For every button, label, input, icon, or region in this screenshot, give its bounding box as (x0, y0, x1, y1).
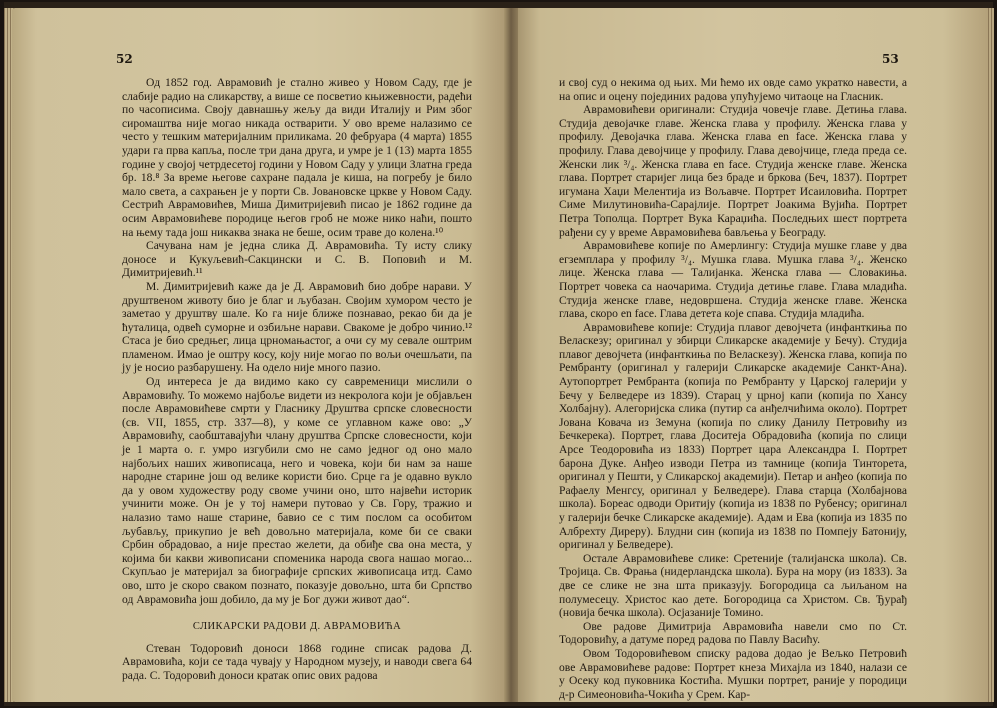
left-page-text (122, 76, 472, 683)
paragraph: Аврамовићеве копије: Студија плавог девојчета (инфанткиња по Веласкезу; оригинал у збирци Сликарске академије у Бечу). Студија плавог девојчета (инфанткиња по Веласкезу). Женска глава, копија по Рембранту (оригинал у галерији Сликарске академије Санкт-Ана). Аутопортрет Рембранта (копија по Рембранту у Царској галерији у Бечу у Белведере из 1839). Старац у црној капи (копија по Хансу Холбајну). Алегоријска слика (путир са анђелчићима около). Портрет Јована Ковача из Земуна (копија по слику Данилу Петровићу из Бечкерека). Портрет, глава Доситеја Обрадовића (копија по слици Арсе Теодоровића из 1833) Портрет цара Александра I. Портрет барона Дуке. Анђео изводи Петра из тамнице (копија Тинторета, оригинал у Пешти, у Сликарској академији). Петар и анђео (копија по Рафаелу Менгсу, оригинал у Белведере). Глава старца (Холбајнова школа). Бореас одводи Оритију (копија из 1838 по Рубенсу; оригинал у галерији бечке Сликарске академије). Адам и Ева (копија из 1835 по Албрехту Диреру). Блудни син (копија из 1838 по Помпеју Батонију, оригинал у Белведере). (559, 320, 907, 552)
paragraph: Остале Аврамовићеве слике: Сретеније (талијанска школа). Св. Тројица. Св. Фрања (нидерландска школа). Бура на мору (из 1833). За две се слике не зна шта приказују. Богородица са љиљаном на полумесецу. Христос као дете. Богородица са Христом. Св. Ђурађ (новија бечка школа). Осјазаније Томино. (559, 551, 907, 620)
paragraph: Од 1852 год. Аврамовић је стално живео у Новом Саду, где је слабије радио на сликарству, а више се посветио књижевности, радећи по часописима. Своју давнашњу жељу да види Италију и Рим због сиромаштва није могао никада остварити. У ово време налазимо се често у тешким материјалним приликама. 20 фебруара (4 марта) 1855 удари га прва капља, после три дана друга, и умре је 1 (13) марта 1855 године у својој четрдесетој години у Новом Саду у улици Златна греда бр. 18.⁸ За време његове сахране падала је киша, на погребу је било мало света, а сахрањен је у порти Св. Јовановске цркве у Новом Саду. Сестрић Аврамовићев, Миша Димитријевић писао је 1862 године да осим Аврамовићеве породице његов гроб не може нико наћи, пошто на њему тада још никаква знака не беше, осим траве до колена.¹⁰ (122, 76, 472, 239)
book-gutter (504, 8, 518, 702)
paragraph: М. Димитријевић каже да је Д. Аврамовић био добре нарави. У друштвеном животу био је благ и љубазан. Својим хумором често је заметао у друштву шале. Ко га није ближе познавао, рекао би да је ћуталица, одвећ суморне и озбиљне нарави. Свакоме је добро чинио.¹² Стаса је био средњег, лица црномањастог, а очи су му севале оштрим пламеном. Имао је оштру косу, коју није могао по вољи очешљати, па ју је носио разбарушену. На одело није много пазио. (122, 279, 472, 375)
paragraph: и свој суд о некима од њих. Ми ћемо их овде само укратко навести, а на опис и оцену појединих радова упућујемо читаоце на Гласник. (559, 76, 907, 103)
paragraph: Аврамовићеви оригинали: Студија човечје главе. Детиња глава. Студија девојачке главе. Женска глава у профилу. Женска глава у профилу. Девојачка глава. Женска глава en face. Женска глава у профилу. Глава девојчице у профилу. Глава девојчице, гледа преда се. Женски лик ³/₄. Женска глава en face. Студија женске главе. Женска глава. Портрет старијег лица без браде и бркова (Беч, 1837). Портрет игумана Хаџи Мелентија из Вољавче. Портрет Исаиловића. Портрет Симе Милутиновића-Сарајлије. Портрет Јоакима Вујића. Портрет Петра Тополца. Портрет Вука Караџића. Последњих шест портрета рађени су у време Аврамовићева бављења у Београду. (559, 103, 907, 239)
right-page-number: 53 (882, 52, 899, 66)
paragraph: Од интереса је да видимо како су савременици мислили о Аврамовићу. То можемо најбоље видети из некролога који је објављен после Аврамовићеве смрти у Гласнику Друштва српске словесности (св. VII, 1855, стр. 337—8), у коме се углавном каже ово: „У Аврамовићу, саобштавајући члану друштва Српске словесности, који је 1 марта о. г. умро изгубили смо не само једног од оно мало најбољих наших живописаца, него и човека, који би нам за наше народне старине још од велике користи био. Срце га је одавно вукло да у овом художеству роду своме учини оно, што највећи историк учинити може. Он је у тој намери путовао у Св. Гору, тражио и налазио тамо наше старине, бавио се с тим послом са особитом љубављу, прикупио је већ довољно материјала, коме би се сваки Србин обрадовао, а није престао желети, да обиђе сва она места, у којима би какви живописани споменика народа свога нашао могао... Скупљао је материјал за биографије српских живописаца итд. Само ово, што је скоро сваком познато, показује довољно, шта би Српство од Аврамовића још добило, да му је Бог дужи живот дао“. (122, 375, 472, 606)
page-stack-right (988, 8, 994, 702)
section-heading: СЛИКАРСКИ РАДОВИ Д. АВРАМОВИЋА (192, 621, 402, 633)
paragraph: Ове радове Димитрија Аврамовића навели смо по Ст. Тодоровићу, а датуме поред радова по Павлу Васићу. (559, 619, 907, 647)
paragraph: Стеван Тодоровић доноси 1868 године списак радова Д. Аврамовића, који се тада чувају у Народном музеју, и наводи свега 64 рада. С. Тодоровић доноси кратак опис ових радова (122, 641, 472, 682)
paragraph: Аврамовићеве копије по Амерлингу: Студија мушке главе у два егземплара у профилу ³/₄. Мушка глава. Мушка глава ³/₄. Женско лице. Женска глава — Талијанка. Женска глава — Словакиња. Портрет човека са наочарима. Студија детиње главе. Глава младића. Студија женске главе, недовршена. Студија женске главе. Женска глава, скоро en face. Глава детета које спава. Студија младића. (559, 239, 907, 321)
paragraph: Овом Тодоровићевом списку радова додао је Вељко Петровић ове Аврамовићеве радове: Портрет кнеза Михајла из 1840, налази се у Осеку код пуковника Костића. Мушки портрет, раније у породици д-р Симеоновића-Чокића у Срем. Кар- (559, 646, 907, 701)
left-page-number: 52 (116, 52, 133, 66)
paragraph: Сачувана нам је једна слика Д. Аврамовића. Ту исту слику доносе и Кукуљевић-Сакцински и С. В. Поповић и М. Димитријевић.¹¹ (122, 239, 472, 280)
right-page-text (559, 76, 907, 701)
